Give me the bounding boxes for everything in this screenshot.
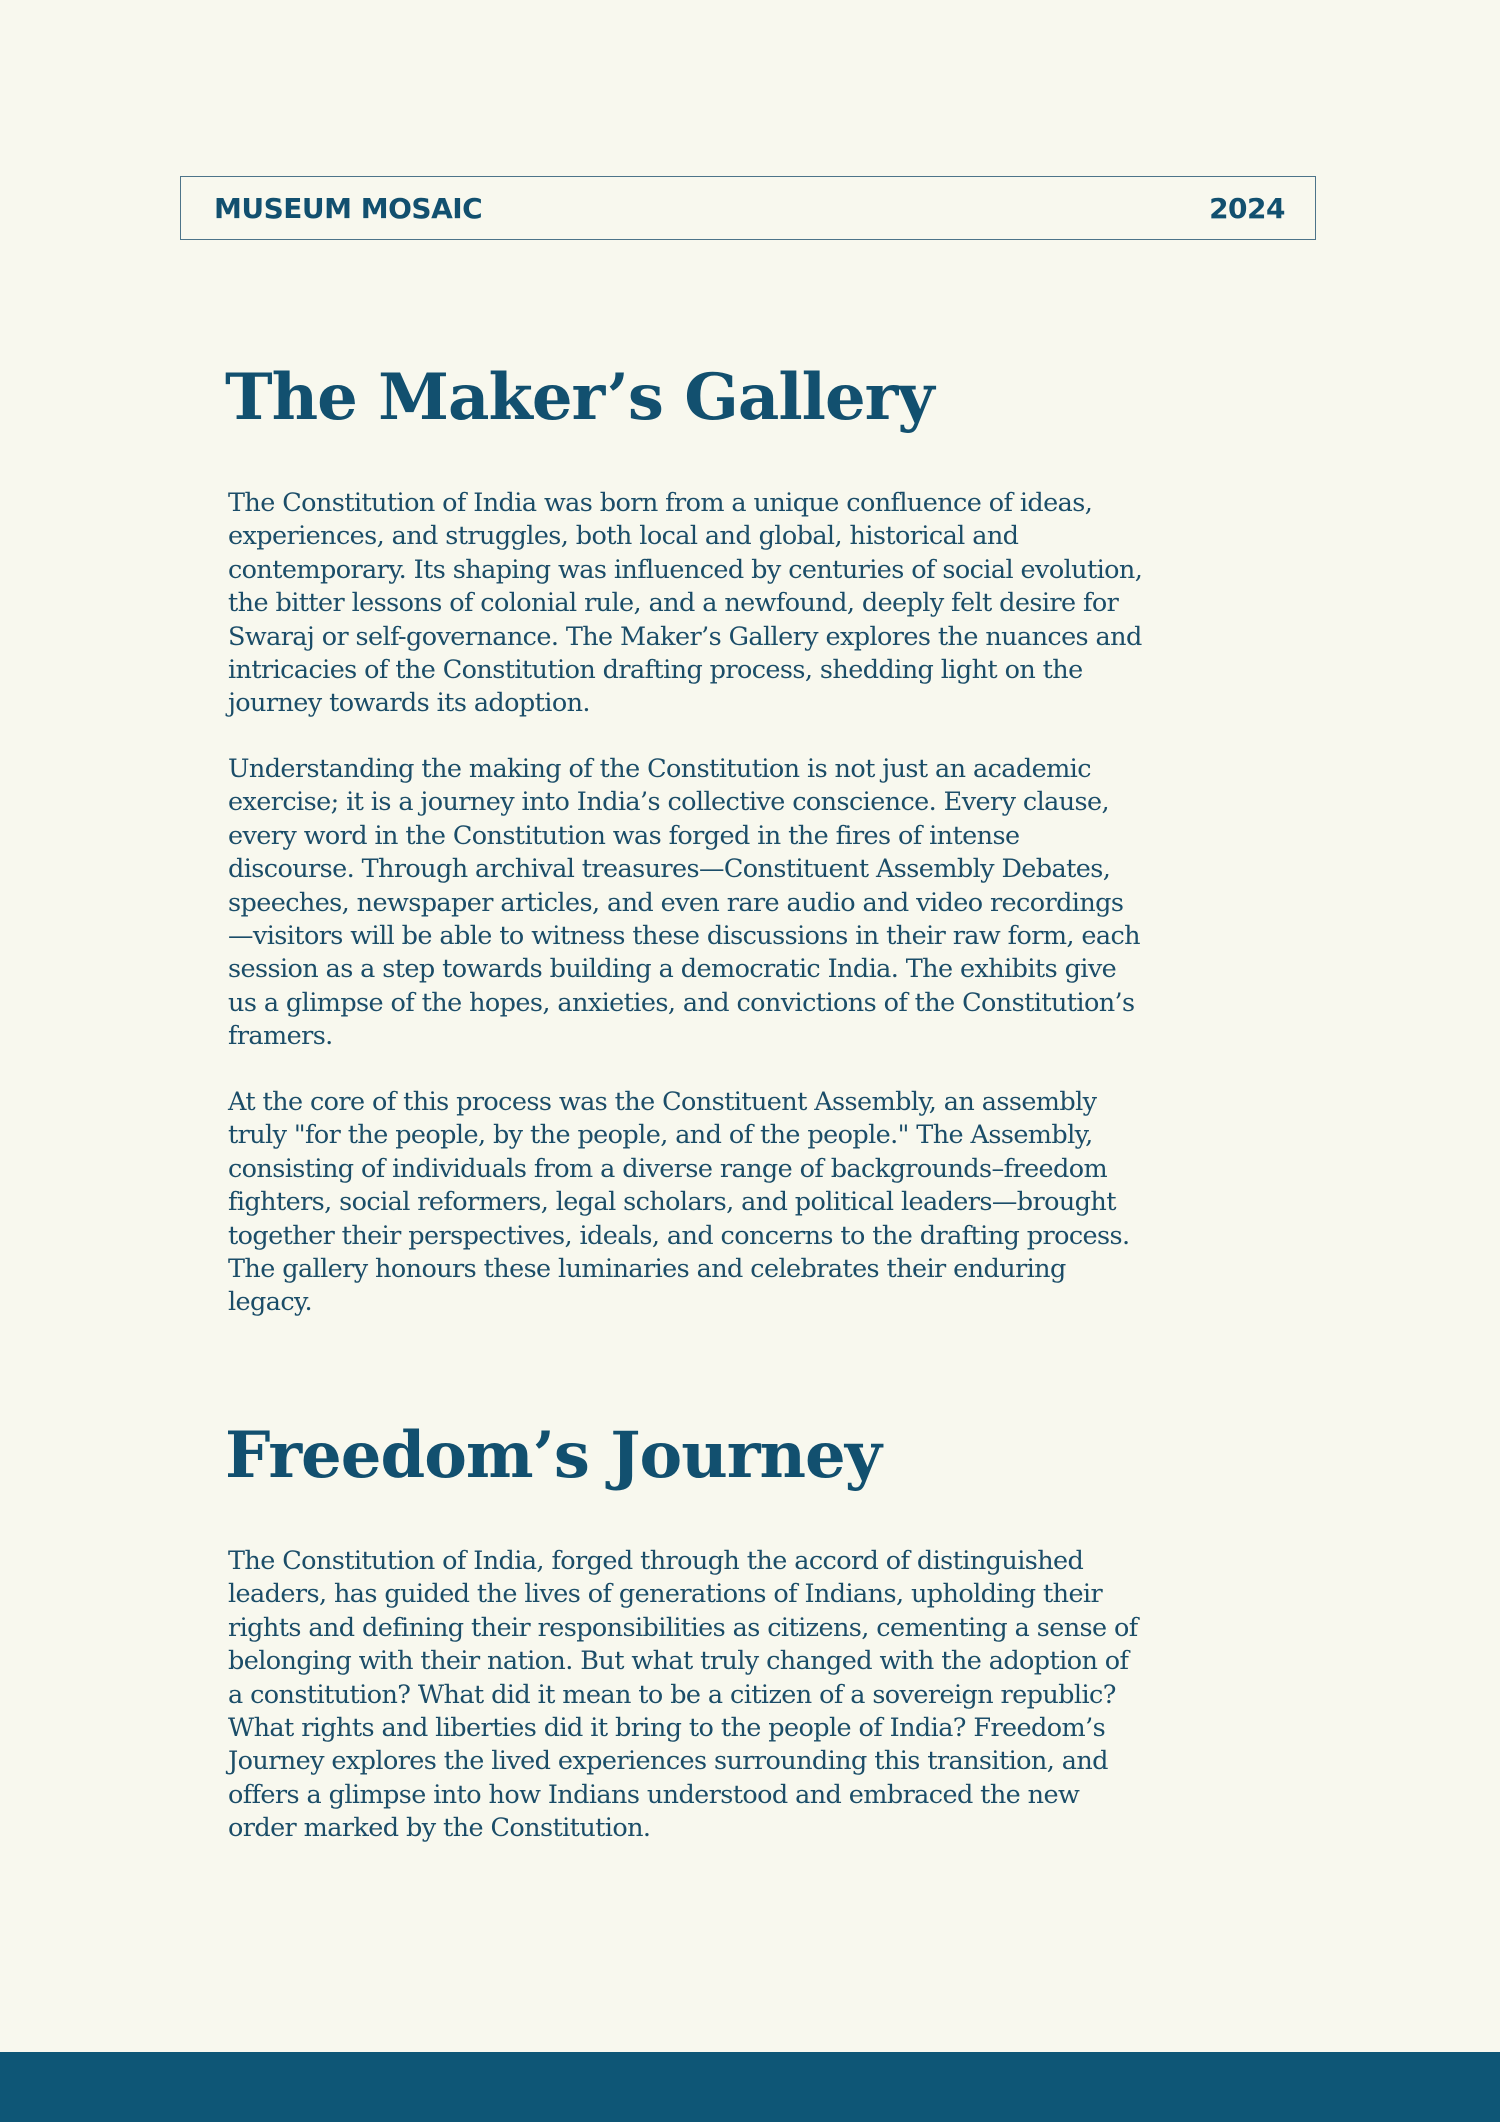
makers-gallery-paragraph-2: Understanding the making of the Constitution is not just an academic exercise; it is a journey into India’s collective conscience. Every clause, every word in the Constitution was forged in the fires of intense discourse. Through archival treasures—Constituent Assembly Debates, speeches, newspaper articles, and even rare audio and video recordings—visitors will be able to witness these discussions in their raw form, each session as a step towards building a democratic India. The exhibits give us a glimpse of the hopes, anxieties, and convictions of the Constitution’s framers.	[228, 754, 1141, 1052]
section-title-freedoms-journey: Freedom’s Journey	[225, 1418, 881, 1493]
header-box	[180, 176, 1316, 240]
section-title-makers-gallery: The Maker’s Gallery	[225, 360, 934, 435]
footer-bar	[0, 2052, 1500, 2122]
freedoms-journey-paragraph-1: The Constitution of India, forged through the accord of distinguished leaders, has guided the lives of generations of Indians, upholding their rights and defining their responsibilities as citizens, cementing a sense of belonging with their nation. But what truly changed with the adoption of a constitution? What did it mean to be a citizen of a sovereign republic? What rights and liberties did it bring to the people of India? Freedom’s Journey explores the lived experiences surrounding this transition, and offers a glimpse into how Indians understood and embraced the new order marked by the Constitution.	[228, 1546, 1138, 1844]
header-year: 2024	[1209, 191, 1285, 225]
makers-gallery-paragraph-3: At the core of this process was the Constituent Assembly, an assembly truly "for the people, by the people, and of the people." The Assembly, consisting of individuals from a diverse range of backgrounds–freedom fighters, social reformers, legal scholars, and political leaders—brought together their perspectives, ideals, and concerns to the drafting process. The gallery honours these luminaries and celebrates their enduring legacy.	[228, 1087, 1130, 1318]
makers-gallery-paragraph-1: The Constitution of India was born from a unique confluence of ideas, experiences, and struggles, both local and global, historical and contemporary. Its shaping was influenced by centuries of social evolution, the bitter lessons of colonial rule, and a newfound, deeply felt desire for Swaraj or self-governance. The Maker’s Gallery explores the nuances and intricacies of the Constitution drafting process, shedding light on the journey towards its adoption.	[228, 488, 1143, 719]
brand-name: MUSEUM MOSAIC	[214, 191, 483, 225]
